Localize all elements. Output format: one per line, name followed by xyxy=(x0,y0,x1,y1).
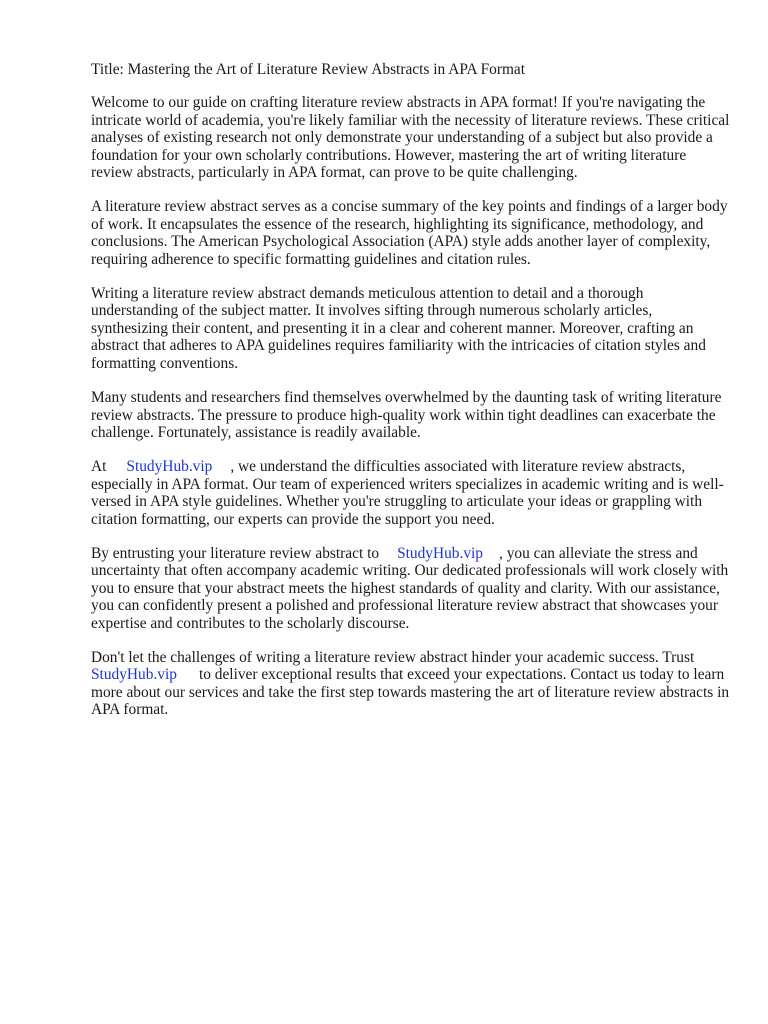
paragraph-closing-lead: Don't let the challenges of writing a literature review abstract hinder your academic success. Trust xyxy=(91,648,695,666)
document-title: Title: Mastering the Art of Literature Review Abstracts in APA Format xyxy=(91,61,526,78)
paragraph-benefits xyxy=(91,545,731,632)
paragraph-closing xyxy=(91,649,731,719)
paragraph-benefits-body: , you can alleviate the stress and uncertainty that often accompany academic writing. Our dedicated professionals will work closely with you to ensure that your abstract meets the highest standards of quality and clarity. With our assistance, you can confidently present a polished and professional literature review abstract that showcases your expertise and contributes to the scholarly discourse. xyxy=(91,544,729,632)
paragraph-challenge: Many students and researchers find themselves overwhelmed by the daunting task of writing literature review abstracts. The pressure to produce high-quality work within tight deadlines can exacerbate the challenge. Fortunately, assistance is readily available. xyxy=(91,389,722,441)
paragraph-benefits-lead: By entrusting your literature review abstract to xyxy=(91,544,380,562)
studyhub-link[interactable]: StudyHub.vip xyxy=(91,666,177,684)
paragraph-service-lead: At xyxy=(91,458,107,476)
paragraph-closing-body: to deliver exceptional results that exceed your expectations. Contact us today to learn more about our services and take the first step towards mastering the art of literature review abstracts in APA format. xyxy=(91,666,730,719)
paragraph-requirements: Writing a literature review abstract demands meticulous attention to detail and a thorough understanding of the subject matter. It involves sifting through numerous scholarly articles, synthesizing their content, and presenting it in a clear and coherent manner. Moreover, crafting an abstract that adheres to APA guidelines requires familiarity with the intricacies of citation styles and formatting conventions. xyxy=(91,285,706,372)
paragraph-service xyxy=(91,458,731,528)
paragraph-definition: A literature review abstract serves as a concise summary of the key points and findings of a larger body of work. It encapsulates the essence of the research, highlighting its significance, methodology, and conclusions. The American Psychological Association (APA) style adds another layer of complexity, requiring adherence to specific formatting guidelines and citation rules. xyxy=(91,198,728,268)
studyhub-link[interactable]: StudyHub.vip xyxy=(397,544,484,562)
document-page xyxy=(91,61,731,736)
paragraph-service-body: , we understand the difficulties associated with literature review abstracts, especially in APA format. Our team of experienced writers specializes in academic writing and is well-versed in APA style guidelines. Whether you're struggling to articulate your ideas or grappling with citation formatting, our experts can provide the support you need. xyxy=(91,458,724,528)
studyhub-link[interactable]: StudyHub.vip xyxy=(126,458,213,476)
paragraph-intro: Welcome to our guide on crafting literature review abstracts in APA format! If you're navigating the intricate world of academia, you're likely familiar with the necessity of literature reviews. These critical analyses of existing research not only demonstrate your understanding of a subject but also provide a foundation for your own scholarly contributions. However, mastering the art of writing literature review abstracts, particularly in APA format, can prove to be quite challenging. xyxy=(91,94,730,182)
